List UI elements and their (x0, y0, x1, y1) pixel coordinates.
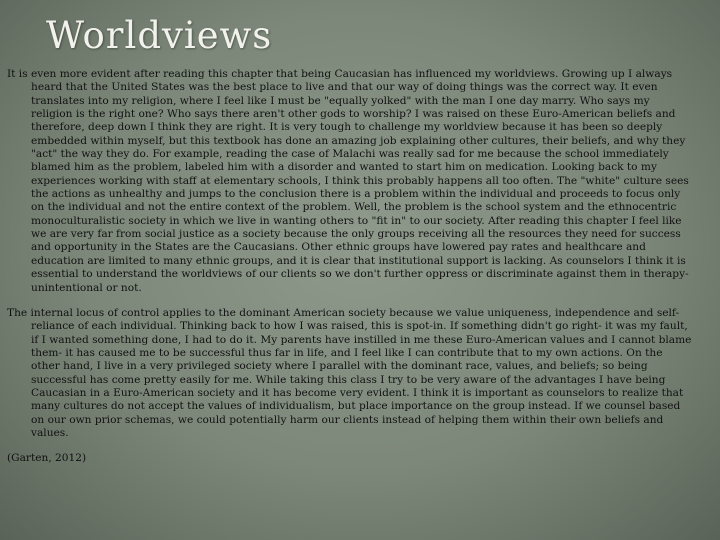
slide-body (7, 68, 693, 466)
citation: (Garten, 2012) (7, 452, 87, 465)
paragraph-worldviews: It is even more evident after reading this chapter that being Caucasian has influenced my worldviews. Growing up I always heard that the United States was the best place to live and that our way of doing things was the correct way. It even translates into my religion, where I feel like I must be "equally yolked" with the man I one day marry. Who says my religion is the right one? Who says there aren't other gods to worship? I was raised on these Euro-American beliefs and therefore, deep down I think they are right. It is very tough to challenge my worldview because it has been so deeply embedded within myself, but this textbook has done an amazing job explaining other cultures, their beliefs, and why they "act" the way they do. For example, reading the case of Malachi was really sad for me because the school immediately blamed him as the problem, labeled him with a disorder and wanted to start him on medication. Looking back to my experiences working with staff at elementary schools, I think this probably happens all too often. The "white" culture sees the actions as unhealthy and jumps to the conclusion there is a problem within the individual and proceeds to focus only on the individual and not the entire context of the problem. Well, the problem is the school system and the ethnocentric monoculturalistic society in which we live in wanting others to "fit in" to our society. After reading this chapter I feel like we are very far from social justice as a society because the only groups receiving all the resources they need for success and opportunity in the States are the Caucasians. Other ethnic groups have lowered pay rates and healthcare and education are limited to many ethnic groups, and it is clear that institutional support is lacking. As counselors I think it is essential to understand the worldviews of our clients so we don't further oppress or discriminate against them in therapy- unintentional or not. (7, 68, 689, 294)
slide-title: Worldviews (46, 14, 273, 57)
paragraph-locus-of-control: The internal locus of control applies to the dominant American society because we value uniqueness, independence and self-reliance of each individual. Thinking back to how I was raised, this is spot-in. If something didn't go right- it was my fault, if I wanted something done, I had to do it. My parents have instilled in me these Euro-American values and I cannot blame them- it has caused me to be successful thus far in life, and I feel like I can contribute that to my own actions. On the other hand, I live in a very privileged society where I parallel with the dominant race, values, and beliefs; so being successful has come pretty easily for me. While taking this class I try to be very aware of the advantages I have being Caucasian in a Euro-American society and it has become very evident. I think it is important as counselors to realize that many cultures do not accept the values of individualism, but place importance on the group instead. If we counsel based on our own prior schemas, we could potentially harm our clients instead of helping them within their own beliefs and values. (7, 306, 692, 439)
